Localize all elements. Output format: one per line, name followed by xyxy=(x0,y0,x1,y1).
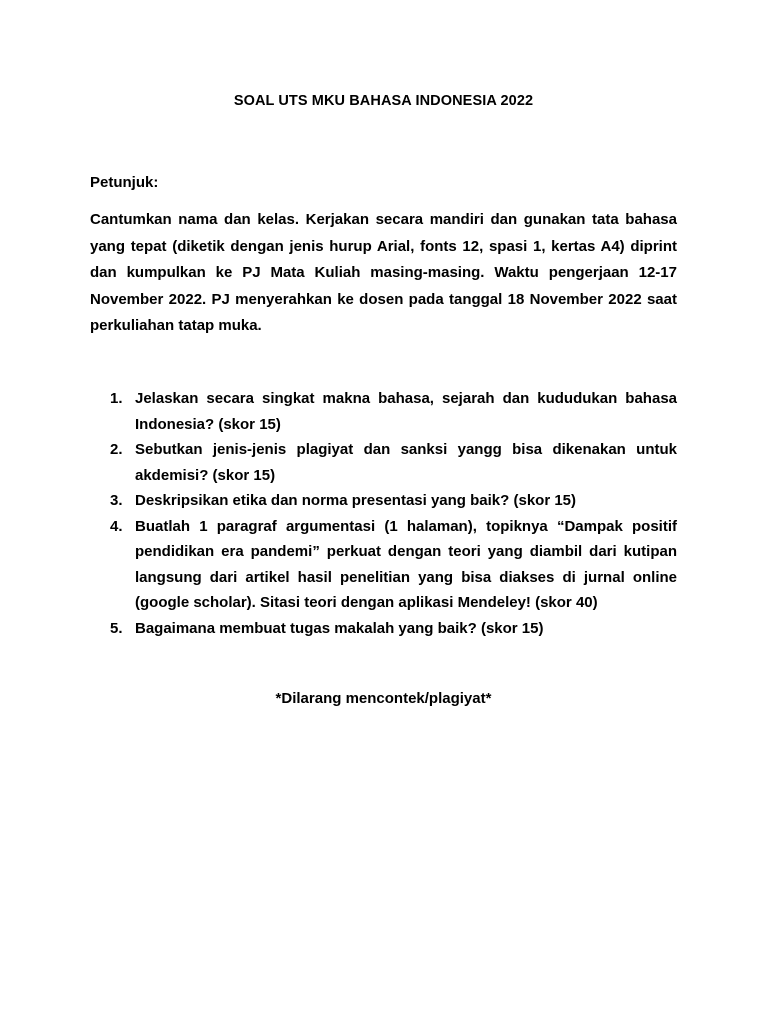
question-number: 3. xyxy=(110,492,123,509)
question-number: 2. xyxy=(110,441,123,458)
question-number: 5. xyxy=(110,619,123,637)
question-text: Sebutkan jenis-jenis plagiyat dan sanksi yangg bisa dikenakan untuk akdemisi? (skor 15) xyxy=(135,441,677,484)
plagiarism-warning: *Dilarang mencontek/plagiyat* xyxy=(275,690,492,707)
question-text: Jelaskan secara singkat makna bahasa, sejarah dan kududukan bahasa Indonesia? (skor 15) xyxy=(135,390,677,433)
question-number: 4. xyxy=(110,517,123,535)
question-text: Buatlah 1 paragraf argumentasi (1 halaman), topiknya “Dampak positif pendidikan era pandemi” perkuat dengan teori yang diambil dari kutipan langsung dari artikel hasil penelitian yang bisa diakses di jurnal online (google scholar). Sitasi teori dengan aplikasi Mendeley! (skor 40) xyxy=(135,517,677,611)
question-text: Deskripsikan etika dan norma presentasi yang baik? (skor 15) xyxy=(135,492,577,509)
document-page xyxy=(90,0,677,1024)
question-item xyxy=(90,488,677,514)
question-item xyxy=(90,437,677,488)
question-text: Bagaimana membuat tugas makalah yang baik? (skor 15) xyxy=(135,619,544,637)
question-number: 1. xyxy=(110,390,123,407)
question-item xyxy=(90,514,677,616)
instructions-heading: Petunjuk: xyxy=(90,174,159,191)
instructions-paragraph: Cantumkan nama dan kelas. Kerjakan secara mandiri dan gunakan tata bahasa yang tepat (diketik dengan jenis hurup Arial, fonts 12, spasi 1, kertas A4) diprint dan kumpulkan ke PJ Mata Kuliah masing-masing. Waktu pengerjaan 12-17 November 2022. PJ menyerahkan ke dosen pada tanggal 18 November 2022 saat perkuliahan tatap muka. xyxy=(90,211,677,334)
question-item xyxy=(90,616,677,642)
question-item xyxy=(90,386,677,437)
page-title: SOAL UTS MKU BAHASA INDONESIA 2022 xyxy=(233,93,534,109)
question-list xyxy=(90,386,677,641)
